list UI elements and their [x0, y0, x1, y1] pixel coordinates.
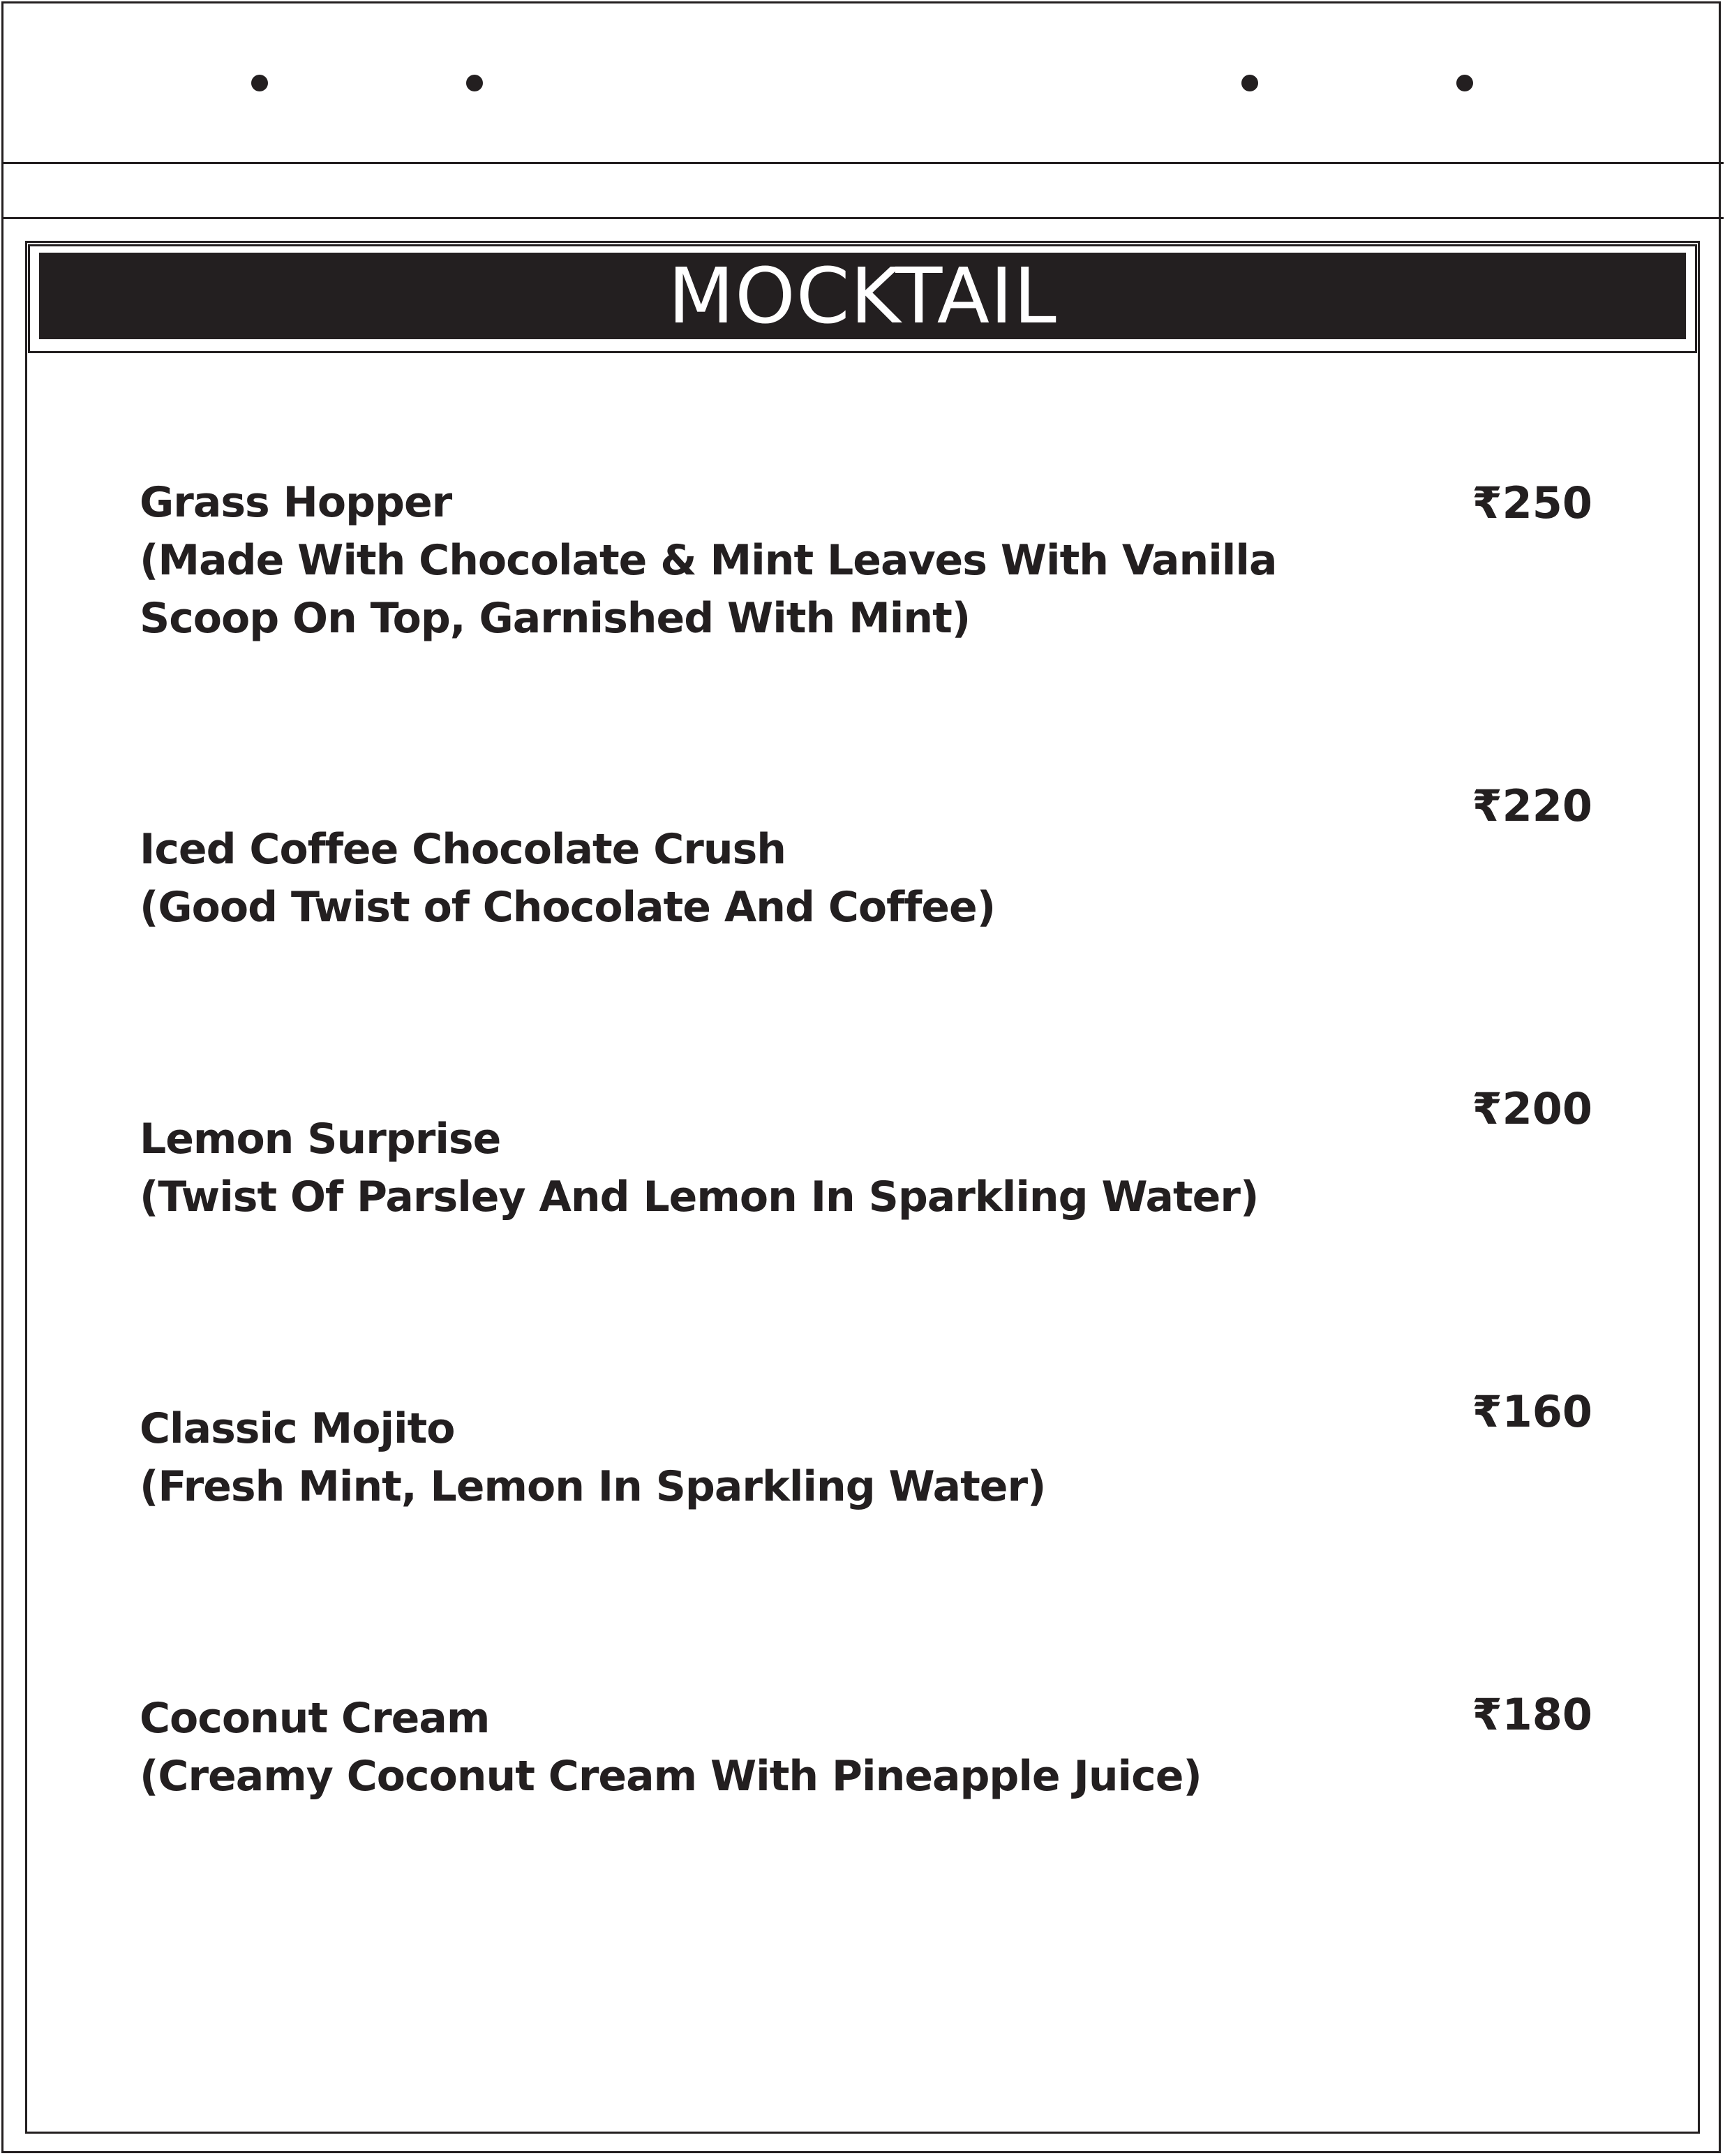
- rupee-icon: ₹: [1472, 477, 1502, 528]
- item-name: Classic Mojito: [140, 1404, 455, 1453]
- menu-item: [140, 1690, 1465, 1806]
- menu-item: [140, 821, 1465, 937]
- item-price: ₹250: [1472, 477, 1592, 528]
- rupee-icon: ₹: [1472, 780, 1502, 831]
- top-divider: [1, 162, 1724, 164]
- item-name: Grass Hopper: [140, 478, 452, 527]
- item-price: ₹200: [1472, 1083, 1592, 1134]
- item-price: ₹180: [1472, 1689, 1592, 1740]
- item-name: Coconut Cream: [140, 1694, 490, 1743]
- menu-item: [140, 474, 1465, 648]
- menu-item: [140, 1110, 1465, 1226]
- item-name: Lemon Surprise: [140, 1115, 501, 1164]
- rupee-icon: ₹: [1472, 1689, 1502, 1740]
- item-description: (Fresh Mint, Lemon In Sparkling Water): [140, 1462, 1046, 1511]
- item-description: (Creamy Coconut Cream With Pineapple Juice): [140, 1752, 1202, 1801]
- dot-icon: [1456, 75, 1473, 91]
- item-name: Iced Coffee Chocolate Crush: [140, 825, 786, 874]
- item-price: ₹220: [1472, 780, 1592, 831]
- section-header: [39, 253, 1686, 339]
- section-title: MOCKTAIL: [668, 251, 1057, 341]
- dot-icon: [466, 75, 483, 91]
- menu-item: [140, 1400, 1465, 1516]
- item-description: (Made With Chocolate & Mint Leaves With Vanilla Scoop On Top, Garnished With Mint): [140, 536, 1277, 643]
- item-description: (Twist Of Parsley And Lemon In Sparkling Water): [140, 1173, 1259, 1221]
- rupee-icon: ₹: [1472, 1386, 1502, 1437]
- dot-icon: [1241, 75, 1258, 91]
- second-divider: [1, 217, 1724, 219]
- rupee-icon: ₹: [1472, 1083, 1502, 1134]
- item-price: ₹160: [1472, 1386, 1592, 1437]
- item-description: (Good Twist of Chocolate And Coffee): [140, 883, 996, 932]
- dot-icon: [251, 75, 268, 91]
